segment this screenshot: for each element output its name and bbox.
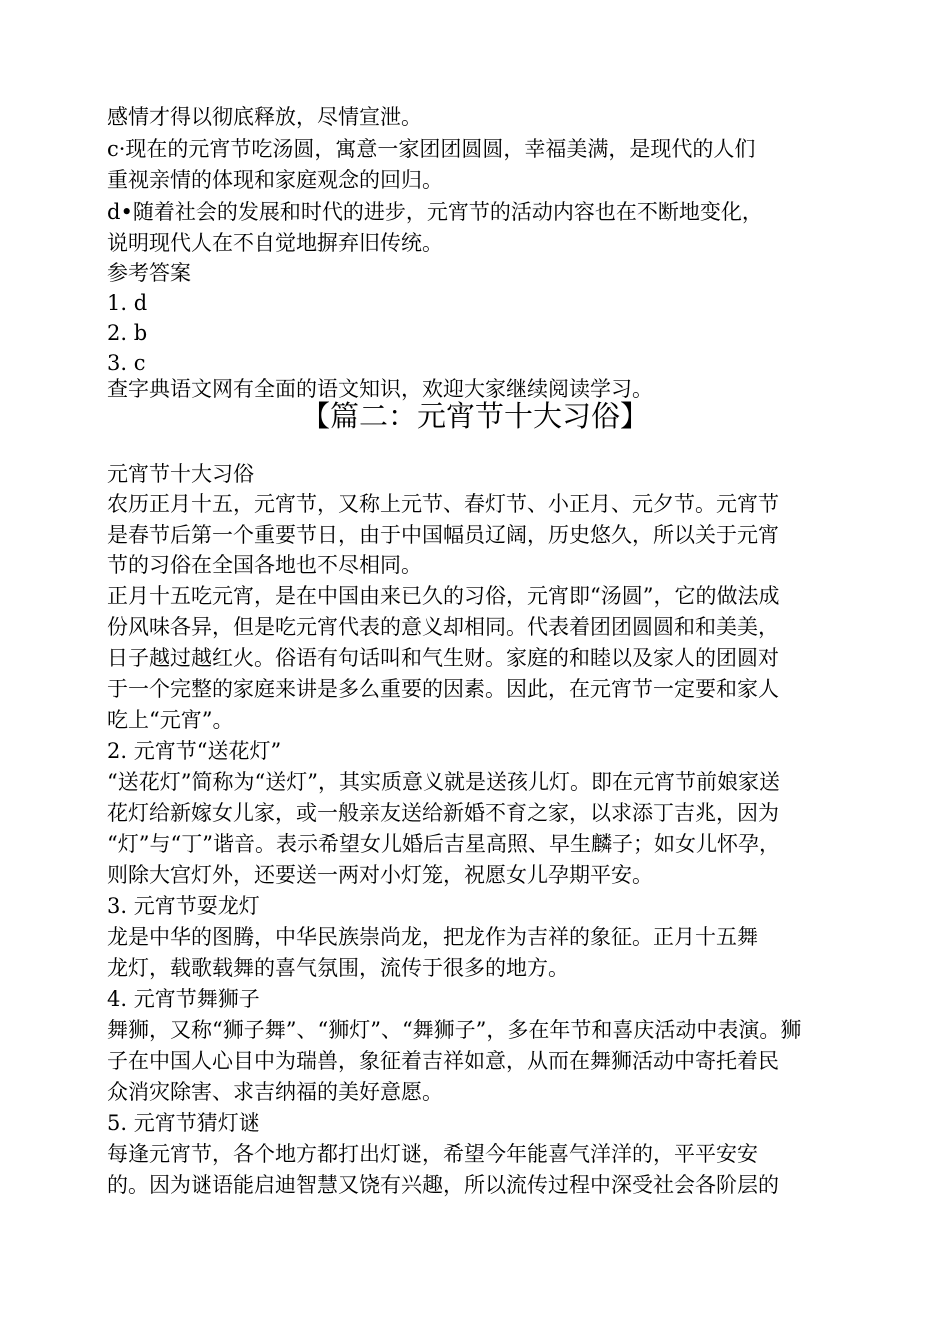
text-line: 于一个完整的家庭来讲是多么重要的因素。因此，在元宵节一定要和家人	[107, 677, 779, 701]
text-line: 查字典语文网有全面的语文知识，欢迎大家继续阅读学习。	[107, 377, 653, 401]
text-line: 份风味各异，但是吃元宵代表的意义却相同。代表着团团圆圆和和美美，	[107, 615, 779, 639]
text-line: 吃上“元宵”。	[107, 708, 234, 732]
subsection-heading: 4. 元宵节舞狮子	[107, 987, 260, 1011]
section-heading: 参考答案	[107, 261, 191, 285]
answer-item: 2. b	[107, 321, 148, 345]
text-line: 每逢元宵节，各个地方都打出灯谜，希望今年能喜气洋洋的，平平安安	[107, 1142, 758, 1166]
text-line: 龙是中华的图腾，中华民族崇尚龙，把龙作为吉祥的象征。正月十五舞	[107, 925, 758, 949]
text-line: 重视亲情的体现和家庭观念的回归。	[107, 168, 443, 192]
text-line: c·现在的元宵节吃汤圆，寓意一家团团圆圆，幸福美满，是现代的人们	[107, 137, 756, 161]
text-line: d•随着社会的发展和时代的进步，元宵节的活动内容也在不断地变化，	[107, 200, 763, 224]
text-line: 说明现代人在不自觉地摒弃旧传统。	[107, 231, 443, 255]
subsection-heading: 元宵节十大习俗	[107, 462, 254, 486]
answer-item: 1. d	[107, 291, 148, 315]
subsection-heading: 5. 元宵节猜灯谜	[107, 1111, 260, 1135]
text-line: 子在中国人心目中为瑞兽，象征着吉祥如意，从而在舞狮活动中寄托着民	[107, 1049, 779, 1073]
text-line: “送花灯”简称为“送灯”，其实质意义就是送孩儿灯。即在元宵节前娘家送	[107, 770, 780, 794]
text-line: 农历正月十五，元宵节，又称上元节、春灯节、小正月、元夕节。元宵节	[107, 492, 779, 516]
text-line: 龙灯，载歌载舞的喜气氛围，流传于很多的地方。	[107, 956, 569, 980]
text-line: 舞狮，又称“狮子舞”、“狮灯”、“舞狮子”，多在年节和喜庆活动中表演。狮	[107, 1018, 802, 1042]
text-line: 花灯给新嫁女儿家，或一般亲友送给新婚不育之家，以求添丁吉兆，因为	[107, 801, 779, 825]
text-line: 众消灾除害、求吉纳福的美好意愿。	[107, 1080, 443, 1104]
text-line: “灯”与“丁”谐音。表示希望女儿婚后吉星高照、早生麟子；如女儿怀孕，	[107, 832, 780, 856]
text-line: 的。因为谜语能启迪智慧又饶有兴趣，所以流传过程中深受社会各阶层的	[107, 1173, 779, 1197]
text-line: 日子越过越红火。俗语有句话叫和气生财。家庭的和睦以及家人的团圆对	[107, 646, 779, 670]
chapter-title: 【篇二：元宵节十大习俗】	[300, 399, 649, 433]
text-line: 正月十五吃元宵，是在中国由来已久的习俗，元宵即“汤圆”，它的做法成	[107, 584, 780, 608]
text-line: 感情才得以彻底释放，尽情宣泄。	[107, 105, 422, 129]
subsection-heading: 2. 元宵节“送花灯”	[107, 739, 282, 763]
subsection-heading: 3. 元宵节耍龙灯	[107, 894, 260, 918]
text-line: 则除大宫灯外，还要送一两对小灯笼，祝愿女儿孕期平安。	[107, 863, 653, 887]
text-line: 节的习俗在全国各地也不尽相同。	[107, 553, 422, 577]
text-line: 是春节后第一个重要节日，由于中国幅员辽阔，历史悠久，所以关于元宵	[107, 523, 779, 547]
answer-item: 3. c	[107, 351, 146, 375]
